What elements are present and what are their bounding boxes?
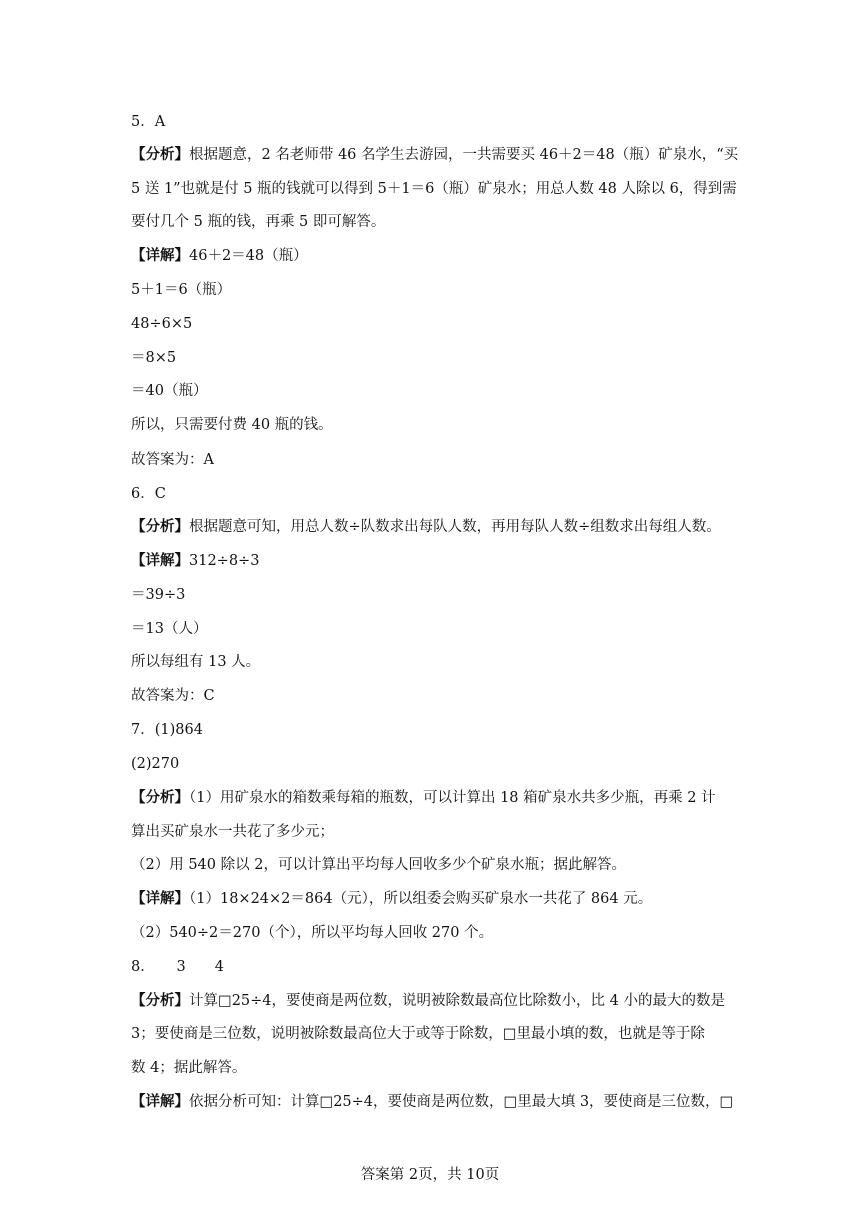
q7-detail-line-1: 【详解】（1）18×24×2＝864（元），所以组委会购买矿泉水一共花了 864 元。 bbox=[131, 890, 653, 907]
q5-analysis-line-3: 要付几个 5 瓶的钱，再乘 5 即可解答。 bbox=[131, 214, 386, 230]
q7-answer-1: 7．(1)864 bbox=[131, 722, 203, 738]
q6-answer: 6．C bbox=[131, 486, 166, 502]
analysis-tag: 【分析】 bbox=[131, 518, 189, 535]
q8-analysis-line-3: 数 4；据此解答。 bbox=[131, 1060, 247, 1076]
q5-answer: 5．A bbox=[131, 114, 166, 130]
detail-tag: 【详解】 bbox=[131, 552, 189, 569]
q5-conclusion: 所以，只需要付费 40 瓶的钱。 bbox=[131, 417, 333, 433]
q5-detail-line-4: ＝8×5 bbox=[131, 350, 177, 366]
q5-detail-line-3: 48÷6×5 bbox=[131, 316, 193, 332]
detail-tag: 【详解】 bbox=[131, 1093, 189, 1110]
q8-answer: 8． 3 4 bbox=[131, 959, 224, 975]
q5-detail-line-5: ＝40（瓶） bbox=[131, 383, 208, 399]
analysis-tag: 【分析】 bbox=[131, 992, 189, 1009]
q5-analysis-line-1: 【分析】根据题意，2 名老师带 46 名学生去游园，一共需要买 46＋2＝48（瓶）矿泉水，“买 bbox=[131, 146, 739, 163]
q5-detail-line-1: 【详解】46＋2＝48（瓶） bbox=[131, 247, 308, 264]
q7-answer-2: (2)270 bbox=[131, 756, 180, 772]
q7-analysis-line-3: （2）用 540 除以 2，可以计算出平均每人回收多少个矿泉水瓶；据此解答。 bbox=[131, 857, 626, 873]
q5-analysis-line-2: 5 送 1”也就是付 5 瓶的钱就可以得到 5＋1＝6（瓶）矿泉水；用总人数 48 人除以 6，得到需 bbox=[131, 181, 737, 197]
page-footer: 答案第 2页，共 10页 bbox=[360, 1167, 500, 1183]
analysis-tag: 【分析】 bbox=[131, 789, 189, 806]
detail-tag: 【详解】 bbox=[131, 890, 189, 907]
q6-detail-line-3: ＝13（人） bbox=[131, 621, 208, 637]
q8-analysis-line-2: 3；要使商是三位数，说明被除数最高位大于或等于除数，□里最小填的数，也就是等于除 bbox=[131, 1026, 705, 1042]
q6-detail-line-2: ＝39÷3 bbox=[131, 587, 186, 603]
q6-detail-line-1: 【详解】312÷8÷3 bbox=[131, 552, 260, 569]
detail-tag: 【详解】 bbox=[131, 247, 189, 264]
q5-detail-line-2: 5＋1＝6（瓶） bbox=[131, 282, 232, 298]
q7-analysis-line-1: 【分析】（1）用矿泉水的箱数乘每箱的瓶数，可以计算出 18 箱矿泉水共多少瓶，再乘 2 计 bbox=[131, 789, 716, 806]
q6-analysis-line-1: 【分析】根据题意可知，用总人数÷队数求出每队人数，再用每队人数÷组数求出每组人数。 bbox=[131, 518, 721, 535]
q8-analysis-line-1: 【分析】计算□25÷4，要使商是两位数，说明被除数最高位比除数小，比 4 小的最大的数是 bbox=[131, 992, 725, 1009]
q7-detail-line-2: （2）540÷2＝270（个），所以平均每人回收 270 个。 bbox=[131, 925, 494, 941]
q6-final-answer: 故答案为：C bbox=[131, 688, 215, 704]
q7-analysis-line-2: 算出买矿泉水一共花了多少元； bbox=[131, 824, 334, 840]
q5-final-answer: 故答案为：A bbox=[131, 452, 214, 468]
q8-detail-line-1: 【详解】依据分析可知：计算□25÷4，要使商是两位数，□里最大填 3，要使商是三位数，□ bbox=[131, 1093, 734, 1110]
analysis-tag: 【分析】 bbox=[131, 146, 189, 163]
q6-conclusion: 所以每组有 13 人。 bbox=[131, 654, 261, 670]
